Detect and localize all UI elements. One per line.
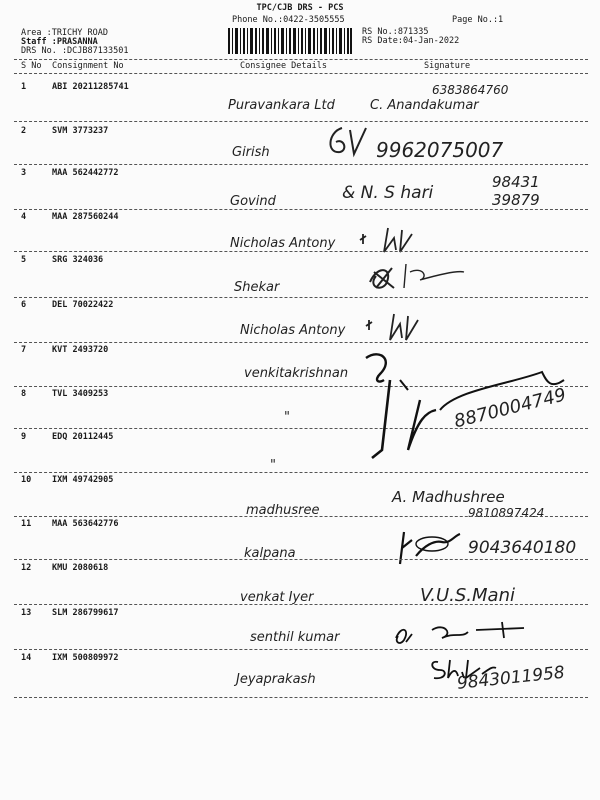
signature-text: V.U.S.Mani bbox=[420, 585, 515, 606]
row-number: 8 bbox=[21, 389, 27, 399]
row-number: 1 bbox=[21, 82, 27, 92]
row-number: 13 bbox=[21, 608, 32, 618]
row-number: 3 bbox=[21, 168, 27, 178]
barcode-image bbox=[228, 28, 352, 54]
consignee-name: senthil kumar bbox=[250, 630, 340, 645]
consignment-number: ABI 20211285741 bbox=[52, 82, 129, 92]
ditto-mark: " bbox=[284, 410, 290, 425]
consignment-number: KMU 2080618 bbox=[52, 563, 109, 573]
header-rule-bottom bbox=[14, 73, 588, 74]
row-divider bbox=[14, 472, 588, 473]
rs-date: RS Date:04-Jan-2022 bbox=[362, 36, 460, 46]
column-header-consignment: Consignment No bbox=[52, 61, 124, 71]
consignment-number: IXM 49742905 bbox=[52, 475, 114, 485]
consignment-number: MAA 563642776 bbox=[52, 519, 119, 529]
row-divider bbox=[14, 559, 588, 560]
consignment-number: KVT 2493720 bbox=[52, 345, 109, 355]
drs-number: DRS No. :DCJB87133501 bbox=[21, 46, 129, 56]
header-rule-top bbox=[14, 59, 588, 60]
row-number: 14 bbox=[21, 653, 32, 663]
consignment-number: IXM 500809972 bbox=[52, 653, 119, 663]
phone-note: 98431 39879 bbox=[492, 173, 540, 209]
row-number: 5 bbox=[21, 255, 27, 265]
signature-text: & N. S hari bbox=[342, 183, 434, 203]
row-divider bbox=[14, 697, 588, 698]
row-divider bbox=[14, 251, 588, 252]
row-number: 11 bbox=[21, 519, 32, 529]
signature-scribble bbox=[392, 616, 532, 650]
phone-note: 8870004749 bbox=[452, 384, 569, 433]
consignee-name: Nicholas Antony bbox=[230, 236, 336, 251]
consignee-name: Puravankara Ltd bbox=[228, 98, 335, 113]
signature-text: A. Madhushree bbox=[392, 488, 505, 506]
consignment-number: EDQ 20112445 bbox=[52, 432, 114, 442]
consignee-name: Nicholas Antony bbox=[240, 323, 346, 338]
consignment-number: MAA 562442772 bbox=[52, 168, 119, 178]
signature-text: C. Anandakumar bbox=[370, 98, 479, 113]
consignee-name: venkat Iyer bbox=[240, 590, 314, 605]
consignee-name: venkitakrishnan bbox=[244, 366, 349, 381]
consignment-number: DEL 70022422 bbox=[52, 300, 114, 310]
row-divider bbox=[14, 604, 588, 605]
row-divider bbox=[14, 649, 588, 650]
consignee-name: Girish bbox=[232, 145, 270, 160]
row-number: 7 bbox=[21, 345, 27, 355]
consignee-name: madhusree bbox=[246, 503, 320, 518]
row-divider bbox=[14, 121, 588, 122]
row-number: 6 bbox=[21, 300, 27, 310]
consignment-number: SLM 286799617 bbox=[52, 608, 119, 618]
row-number: 10 bbox=[21, 475, 32, 485]
row-number: 9 bbox=[21, 432, 27, 442]
row-divider bbox=[14, 342, 588, 343]
signature-scribble bbox=[360, 350, 570, 470]
area-label: Area :TRICHY ROAD bbox=[21, 28, 108, 38]
row-divider bbox=[14, 164, 588, 165]
consignee-name: Jeyaprakash bbox=[236, 672, 316, 687]
rs-number: RS No.:871335 bbox=[362, 27, 429, 37]
ditto-mark: " bbox=[270, 458, 276, 473]
signature-scribble bbox=[364, 310, 444, 344]
consignment-number: TVL 3409253 bbox=[52, 389, 109, 399]
phone-note: 9043640180 bbox=[468, 538, 577, 558]
row-divider bbox=[14, 297, 588, 298]
phone-note: 9810897424 bbox=[468, 506, 545, 520]
phone-number: Phone No.:0422-3505555 bbox=[232, 15, 345, 25]
consignee-name: Shekar bbox=[234, 280, 280, 295]
staff-label: Staff :PRASANNA bbox=[21, 37, 98, 47]
signature-scribble bbox=[364, 258, 474, 294]
consignee-name: Govind bbox=[230, 194, 276, 209]
page-number: Page No.:1 bbox=[452, 15, 504, 25]
row-number: 4 bbox=[21, 212, 27, 222]
column-header-sno: S No bbox=[21, 61, 42, 71]
signature-scribble bbox=[394, 528, 464, 568]
consignee-name: kalpana bbox=[244, 546, 296, 561]
phone-note: 6383864760 bbox=[432, 83, 509, 97]
document-title: TPC/CJB DRS - PCS bbox=[256, 3, 344, 13]
consignment-number: SVM 3773237 bbox=[52, 126, 109, 136]
column-header-consignee: Consignee Details bbox=[240, 61, 327, 71]
phone-note: 9843011958 bbox=[456, 662, 566, 694]
row-number: 12 bbox=[21, 563, 32, 573]
row-divider bbox=[14, 516, 588, 517]
column-header-signature: Signature bbox=[424, 61, 471, 71]
row-number: 2 bbox=[21, 126, 27, 136]
phone-note: 9962075007 bbox=[376, 138, 504, 162]
consignment-number: MAA 287560244 bbox=[52, 212, 119, 222]
row-divider bbox=[14, 209, 588, 210]
signature-scribble bbox=[322, 124, 372, 160]
consignment-number: SRG 324036 bbox=[52, 255, 104, 265]
